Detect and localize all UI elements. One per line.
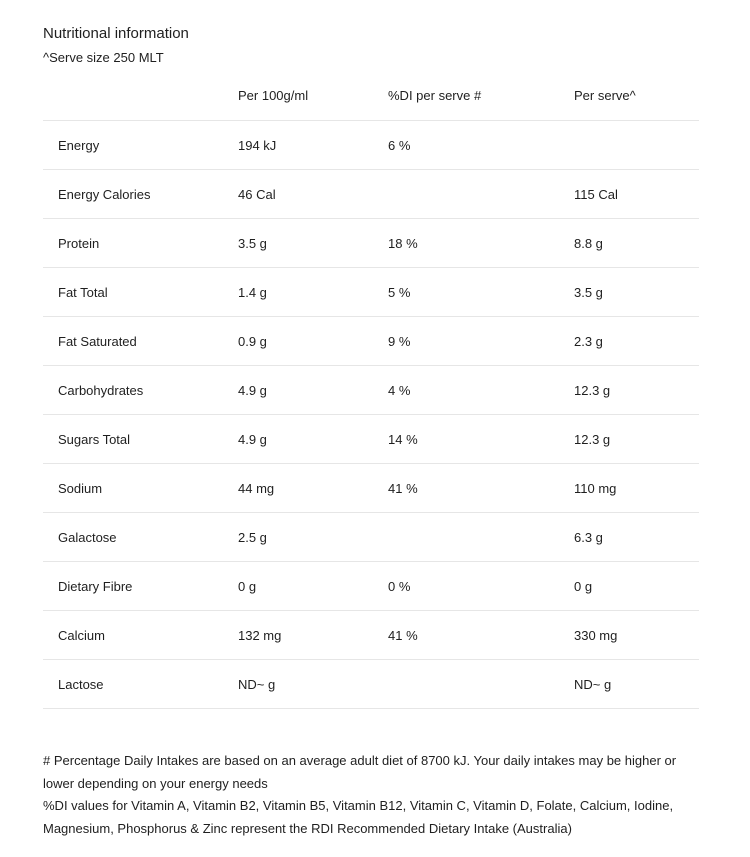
cell-nutrient: Energy Calories (43, 170, 238, 219)
cell-di-per-serve: 4 % (388, 366, 574, 415)
cell-per-serve: 2.3 g (574, 317, 699, 366)
table-row (43, 366, 699, 415)
footnote-daily-intake: # Percentage Daily Intakes are based on an average adult diet of 8700 kJ. Your daily intakes may be higher or lower depending on your energy needs (43, 753, 677, 791)
cell-nutrient: Fat Saturated (43, 317, 238, 366)
cell-di-per-serve: 5 % (388, 268, 574, 317)
cell-per-100: 194 kJ (238, 121, 388, 170)
cell-nutrient: Calcium (43, 611, 238, 660)
cell-di-per-serve: 41 % (388, 611, 574, 660)
cell-nutrient: Carbohydrates (43, 366, 238, 415)
cell-per-100: 1.4 g (238, 268, 388, 317)
cell-per-serve: ND~ g (574, 660, 699, 709)
cell-di-per-serve: 41 % (388, 464, 574, 513)
table-row (43, 562, 699, 611)
cell-di-per-serve: 6 % (388, 121, 574, 170)
cell-di-per-serve: 0 % (388, 562, 574, 611)
nutrition-table-body (43, 121, 699, 709)
table-row (43, 317, 699, 366)
cell-nutrient: Energy (43, 121, 238, 170)
cell-per-100: 3.5 g (238, 219, 388, 268)
cell-di-per-serve: 18 % (388, 219, 574, 268)
footnote-rdi: %DI values for Vitamin A, Vitamin B2, Vitamin B5, Vitamin B12, Vitamin C, Vitamin D, Folate, Calcium, Iodine, Magnesium, Phosphorus & Zinc represent the RDI Recommended Dietary Intake (Australia) (43, 798, 674, 836)
table-row (43, 464, 699, 513)
cell-nutrient: Fat Total (43, 268, 238, 317)
cell-per-100: 46 Cal (238, 170, 388, 219)
table-row (43, 219, 699, 268)
cell-nutrient: Lactose (43, 660, 238, 709)
cell-per-100: 44 mg (238, 464, 388, 513)
cell-di-per-serve: 9 % (388, 317, 574, 366)
cell-per-serve: 6.3 g (574, 513, 699, 562)
cell-per-serve: 0 g (574, 562, 699, 611)
cell-per-serve: 110 mg (574, 464, 699, 513)
nutrition-table (43, 70, 699, 709)
cell-per-serve: 115 Cal (574, 170, 699, 219)
column-header-per-100: Per 100g/ml (238, 70, 388, 121)
column-header-di-per-serve: %DI per serve # (388, 70, 574, 121)
footnotes (43, 750, 703, 840)
table-row (43, 268, 699, 317)
cell-per-serve: 12.3 g (574, 415, 699, 464)
cell-di-per-serve (388, 170, 574, 219)
cell-per-serve: 12.3 g (574, 366, 699, 415)
table-row (43, 611, 699, 660)
table-row (43, 415, 699, 464)
cell-per-100: 0 g (238, 562, 388, 611)
cell-per-100: 132 mg (238, 611, 388, 660)
cell-per-serve: 330 mg (574, 611, 699, 660)
cell-per-serve (574, 121, 699, 170)
cell-nutrient: Protein (43, 219, 238, 268)
cell-per-100: 0.9 g (238, 317, 388, 366)
cell-nutrient: Sugars Total (43, 415, 238, 464)
cell-per-100: 4.9 g (238, 366, 388, 415)
column-header-nutrient (43, 70, 238, 121)
cell-per-100: 4.9 g (238, 415, 388, 464)
cell-per-100: ND~ g (238, 660, 388, 709)
table-row (43, 660, 699, 709)
cell-di-per-serve (388, 660, 574, 709)
cell-per-serve: 8.8 g (574, 219, 699, 268)
column-header-per-serve: Per serve^ (574, 70, 699, 121)
cell-nutrient: Dietary Fibre (43, 562, 238, 611)
cell-per-100: 2.5 g (238, 513, 388, 562)
cell-di-per-serve: 14 % (388, 415, 574, 464)
page-title: Nutritional information (43, 25, 189, 42)
table-row (43, 121, 699, 170)
cell-nutrient: Galactose (43, 513, 238, 562)
cell-per-serve: 3.5 g (574, 268, 699, 317)
cell-nutrient: Sodium (43, 464, 238, 513)
table-header-row (43, 70, 699, 121)
cell-di-per-serve (388, 513, 574, 562)
table-row (43, 170, 699, 219)
serve-size-note: ^Serve size 250 MLT (43, 50, 164, 65)
table-row (43, 513, 699, 562)
